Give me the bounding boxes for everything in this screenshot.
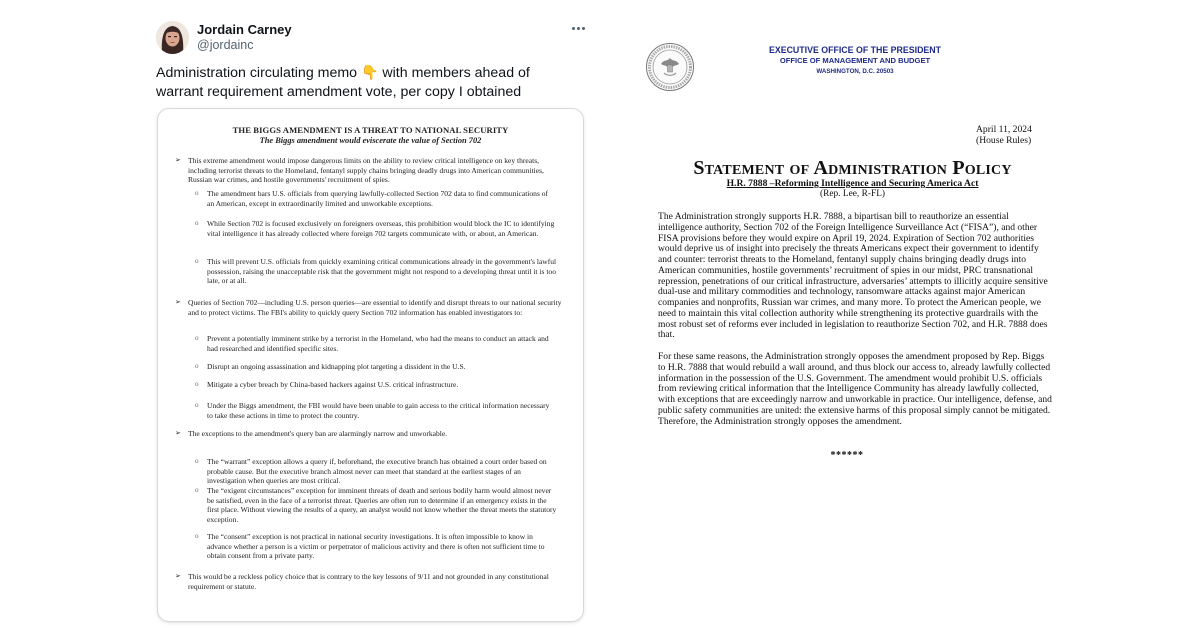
memo-item-text: Prevent a potentially imminent strike by a terrorist in the Homeland, who had the means to conduct an attack and had researched and identified specific sites. xyxy=(207,334,549,353)
avatar[interactable] xyxy=(156,21,189,54)
circle-bullet-icon: o xyxy=(195,532,199,540)
arrow-bullet-icon: ➢ xyxy=(175,298,181,306)
tweet-text-part-2: with members ahead of warrant requirement amendment vote, per copy I obtained xyxy=(156,65,530,100)
circle-bullet-icon: o xyxy=(195,334,199,342)
memo-document xyxy=(158,109,583,621)
arrow-bullet-icon: ➢ xyxy=(175,572,181,580)
memo-bullet-item xyxy=(175,572,563,591)
tweet-author xyxy=(197,22,292,53)
statement-document xyxy=(600,0,1200,628)
office-address: WASHINGTON, D.C. 20503 xyxy=(816,68,894,75)
memo-sub-item xyxy=(195,486,557,524)
memo-sub-item xyxy=(195,401,557,420)
tweet-media-image[interactable] xyxy=(157,108,584,622)
statement-title: Statement of Administration Policy xyxy=(693,157,1012,179)
memo-item-text: This would be a reckless policy choice that is contrary to the key lessons of 9/11 and not grounded in any constitutional requirement or statute. xyxy=(188,572,549,591)
presidential-seal-icon xyxy=(645,42,695,92)
memo-subtitle: The Biggs amendment would eviscerate the value of Section 702 xyxy=(259,136,482,145)
author-handle[interactable]: @jordainc xyxy=(197,38,254,52)
statement-date: April 11, 2024 xyxy=(976,124,1032,135)
pointing-down-emoji-icon: 👇 xyxy=(361,64,379,80)
memo-item-text: The “warrant” exception allows a query if, beforehand, the executive branch has obtained a court order based on probable cause. But the executive branch almost never can meet that standard at the earliest stages of an investigation when queries are most critical. xyxy=(207,457,547,486)
memo-sub-item xyxy=(195,380,557,390)
circle-bullet-icon: o xyxy=(195,219,199,227)
bill-sponsor: (Rep. Lee, R-FL) xyxy=(819,189,886,199)
tweet-text-part-1: Administration circulating memo xyxy=(156,65,362,81)
memo-item-text: This extreme amendment would impose dangerous limits on the ability to review critical intelligence on key threats, including terrorist threats to the Homeland, fentanyl supply chains bringing deadly drugs into American communities, Russian war crimes, and hostile governments' recruitment of spies. xyxy=(188,156,544,185)
avatar-portrait-icon xyxy=(156,21,189,54)
circle-bullet-icon: o xyxy=(195,362,199,370)
statement-paragraph-1: The Administration strongly supports H.R. 7888, a bipartisan bill to reauthorize an essential intelligence authority, Section 702 of the Foreign Intelligence Surveillance Act (“FISA”), and other FISA provisions before they would expire on April 19, 2024. Expiration of Section 702 authorities would deprive us of insight into precisely the threats Americans expect their government to identify and counter: terrorist threats to the Homeland, fentanyl supply chains bringing deadly drugs into American communities, hostile governments’ recruitment of spies in our midst, PRC transnational repression, penetrations of our critical infrastructure, adversaries’ attempts to illicitly acquire sensitive dual-use and military commodities and technology, ransomware attacks against major American companies and nonprofits, Russian war crimes, and many more. To protect the American people, we need to maintain this vital collection authority while strengthening its protective guardrails with the most robust set of reforms ever included in legislation to reauthorize Section 702, and H.R. 7888 does that. xyxy=(658,211,1048,341)
memo-item-text: While Section 702 is focused exclusively on foreigners overseas, this prohibition would block the IC to identifying vital intelligence it has already collected where foreign 702 targets communicate with, or about, an American. xyxy=(207,219,555,238)
office-name: EXECUTIVE OFFICE OF THE PRESIDENT xyxy=(768,45,942,55)
memo-item-text: The amendment bars U.S. officials from querying lawfully-collected Section 702 data to find communications of an American, except in extraordinarily limited and unworkable exceptions. xyxy=(207,189,549,208)
memo-item-text: The exceptions to the amendment's query ban are alarmingly narrow and unworkable. xyxy=(188,429,448,438)
memo-item-text: Under the Biggs amendment, the FBI would have been unable to gain access to the critical information necessary to take these actions in time to protect the country. xyxy=(207,401,550,420)
memo-sub-item xyxy=(195,219,557,238)
author-name[interactable]: Jordain Carney xyxy=(197,22,292,37)
statement-date-block xyxy=(976,124,1032,146)
memo-sub-item xyxy=(195,457,557,486)
circle-bullet-icon: o xyxy=(195,257,199,265)
memo-bullet-item xyxy=(175,429,563,439)
memo-sub-item xyxy=(195,532,557,561)
arrow-bullet-icon: ➢ xyxy=(175,156,181,164)
memo-bullet-item xyxy=(175,298,563,317)
statement-rules: (House Rules) xyxy=(976,135,1032,146)
circle-bullet-icon: o xyxy=(195,189,199,197)
memo-sub-item xyxy=(195,257,557,286)
statement-paragraph-2: For these same reasons, the Administration strongly opposes the amendment proposed by Rep. Biggs to H.R. 7888 that would rebuild a wall around, and thus block our access to, already lawfully collected information in the possession of the U.S. Government. The amendment would prohibit U.S. officials from reviewing critical information that the Intelligence Community has already lawfully collected, with exceptions that are exceedingly narrow and unworkable in practice. Our intelligence, defense, and public safety communities are united: the extensive harms of this proposal simply cannot be mitigated. Therefore, the Administration strongly opposes the amendment. xyxy=(658,351,1052,427)
memo-sub-item xyxy=(195,362,557,372)
memo-item-text: Mitigate a cyber breach by China-based hackers against U.S. critical infrastructure. xyxy=(207,380,459,389)
bill-title: H.R. 7888 –Reforming Intelligence and Securing America Act xyxy=(726,178,979,189)
memo-item-text: This will prevent U.S. officials from quickly examining critical communications already in the government's lawful possession, raising the unacceptable risk that the government might not respond to a developing threat until it is too late, or at all. xyxy=(207,257,557,286)
circle-bullet-icon: o xyxy=(195,380,199,388)
memo-item-text: Disrupt an ongoing assassination and kidnapping plot targeting a dissident in the U.S. xyxy=(207,362,466,371)
memo-item-text: The “exigent circumstances” exception for imminent threats of death and serious bodily harm would almost never be satisfied, even in the face of a terrorist threat. Queries are often run to determine if an emergency exists in the first place. Without viewing the results of a query, an analyst would not know whether the threat meets the statutory exception. xyxy=(207,486,557,524)
circle-bullet-icon: o xyxy=(195,457,199,465)
circle-bullet-icon: o xyxy=(195,486,199,494)
memo-item-text: Queries of Section 702—including U.S. person queries—are essential to identify and disrupt threats to our national security and to protect victims. The FBI's ability to quickly query Section 702 information has enabled investigators to: xyxy=(188,298,562,317)
end-mark: ****** xyxy=(830,450,864,461)
circle-bullet-icon: o xyxy=(195,401,199,409)
arrow-bullet-icon: ➢ xyxy=(175,429,181,437)
memo-sub-item xyxy=(195,334,557,353)
memo-sub-item xyxy=(195,189,557,208)
sub-office-name: OFFICE OF MANAGEMENT AND BUDGET xyxy=(779,56,931,65)
more-horizontal-icon[interactable] xyxy=(572,24,586,32)
memo-item-text: The “consent” exception is not practical in national security investigations. It is often impossible to know in advance whether a person is a victim or perpetrator of malicious activity and there is often not sufficient time to obtain consent from a private party. xyxy=(207,532,545,561)
memo-title: THE BIGGS AMENDMENT IS A THREAT TO NATIONAL SECURITY xyxy=(232,125,509,135)
tweet-text xyxy=(156,63,576,101)
memo-bullet-item xyxy=(175,156,563,185)
